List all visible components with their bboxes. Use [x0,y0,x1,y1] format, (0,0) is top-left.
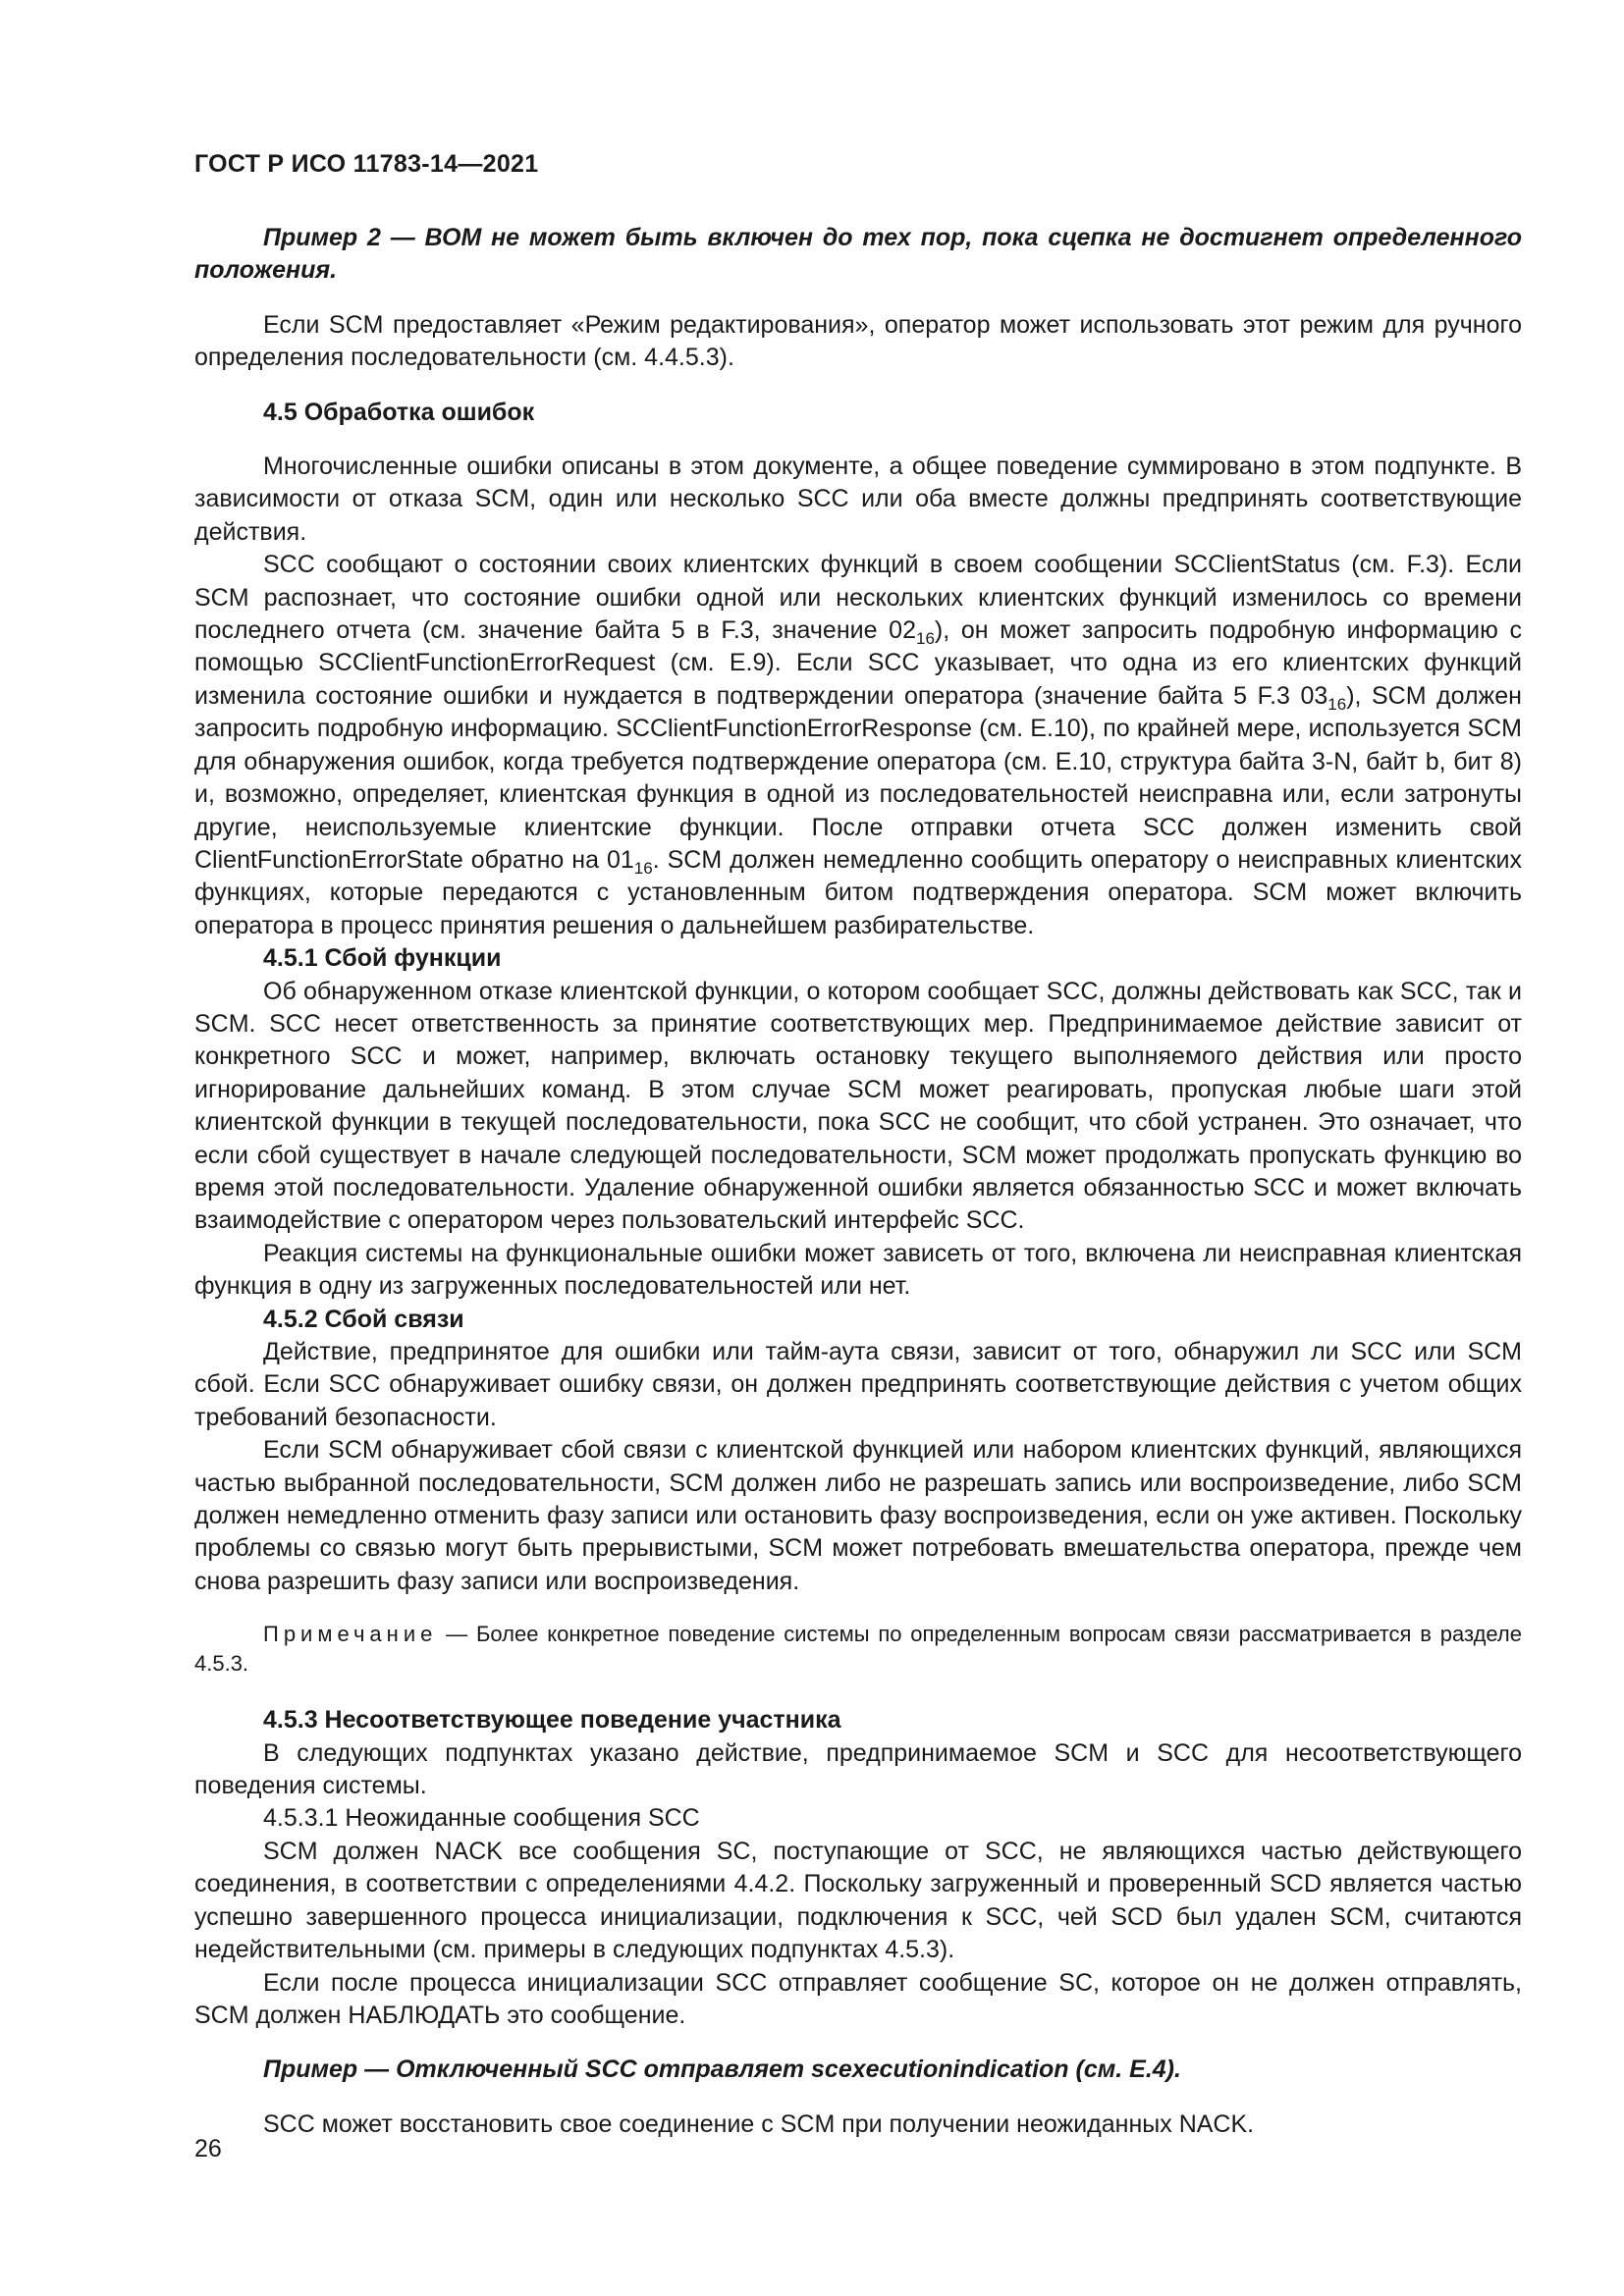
text-part: . SCM должен немедленно сообщить оператору о неисправных клиентских функциях, которые передаются с установленным битом подтверждения оператора. SCM может включить оператора в процесс принятия решения о дальнейшем разбирательстве. [194,845,1523,939]
page-number: 26 [194,2135,222,2163]
paragraph-4-5-3-1-b: Если после процесса инициализации SCC отправляет сообщение SC, которое он не должен отправлять, SCM должен НАБЛЮДАТЬ это сообщение. [194,1968,1522,2029]
paragraph-last: SCC может восстановить свое соединение с SCM при получении неожиданных NACK. [263,2109,1255,2138]
paragraph-4-5-b [194,549,1522,942]
paragraph-4-5-3-a: В следующих подпунктах указано действие, предпринимаемое SCM и SCC для несоответствующего поведения системы. [194,1738,1522,1800]
page-body [194,222,1522,2141]
paragraph-edit-mode: Если SCM предоставляет «Режим редактирования», оператор может использовать этот режим для ручного определения последовательности (см. 4.4.5.3). [194,310,1522,372]
text-part: SCC сообщают о состоянии своих клиентских функций в своем сообщении SCClientStatus (см. F.3). Если SCM распознает, что состояние ошибки одной или нескольких клиентских функций изменилось со времени последнего отчета (см. значение байта 5 в F.3, значение 02 [194,551,1522,645]
document-header: ГОСТ Р ИСО 11783-14—2021 [194,150,539,178]
subscript-16: 16 [633,858,653,878]
section-heading-4-5-1: 4.5.1 Сбой функции [263,944,502,973]
subsection-title-4-5-3-1: 4.5.3.1 Неожиданные сообщения SCC [263,1804,700,1833]
example-2: Пример 2 — ВОМ не может быть включен до тех пор, пока сцепка не достигнет определенного положения. [194,224,1522,285]
note-text: — Более конкретное поведение системы по определенным вопросам связи рассматривается в разделе 4.5.3. [194,1622,1522,1677]
paragraph-4-5-2-b: Если SCM обнаруживает сбой связи с клиентской функцией или набором клиентских функций, являющихся частью выбранной последовательности, SCM должен либо не разрешать запись или воспроизведение, либо SCM должен немедленно отменить фазу записи или остановить фазу воспроизведения, если он уже активен. Поскольку проблемы со связью могут быть прерывистыми, SCM может потребовать вмешательства оператора, прежде чем снова разрешить фазу записи или воспроизведения. [194,1436,1522,1595]
note-label: Примечание [263,1622,438,1647]
note [194,1620,1522,1679]
section-heading-4-5-3: 4.5.3 Несоответствующее поведение участника [263,1706,841,1735]
paragraph-4-5-3-1-a: SCM должен NACK все сообщения SC, поступающие от SCC, не являющихся частью действующего соединения, в соответствии с определениями 4.4.2. Поскольку загруженный и проверенный SCD является частью успешно завершенного процесса инициализации, подключения к SCC, чей SCD был удален SCM, считаются недействительными (см. примеры в следующих подпунктах 4.5.3). [194,1837,1522,1964]
subscript-16: 16 [1327,694,1347,714]
paragraph-4-5-a: Многочисленные ошибки описаны в этом документе, а общее поведение суммировано в этом подпункте. В зависимости от отказа SCM, один или несколько SCC или оба вместе должны предпринять соответствующие действия. [194,453,1522,546]
example-3: Пример — Отключенный SCC отправляет scexecutionindication (см. E.4). [263,2056,1181,2084]
paragraph-4-5-1-a: Об обнаруженном отказе клиентской функции, о котором сообщает SCC, должны действовать как SCC, так и SCM. SCC несет ответственность за принятие соответствующих мер. Предпринимаемое действие зависит от конкретного SCC и может, например, включать остановку текущего выполняемого действия или просто игнорирование дальнейших команд. В этом случае SCM может реагировать, пропуская любые шаги этой клиентской функции в текущей последовательности, пока SCC не сообщит, что сбой устранен. Это означает, что если сбой существует в начале следующей последовательности, SCM может продолжать пропускать функцию во время этой последовательности. Удаление обнаруженной ошибки является обязанностью SCC и может включать взаимодействие с оператором через пользовательский интерфейс SCC. [194,977,1522,1235]
section-heading-4-5: 4.5 Обработка ошибок [263,398,535,426]
section-heading-4-5-2: 4.5.2 Сбой связи [263,1305,464,1333]
text-part: ), SCM должен запросить подробную информацию. SCClientFunctionErrorResponse (см. E.10), по крайней мере, используется SCM для обнаружения ошибок, когда требуется подтверждение оператора (см. E.10, структура байта 3-N, байт b, бит 8) и, возможно, определяет, клиентская функция в одной из последовательностей неисправна или, если затронуты другие, неиспользуемые клиентские функции. После отправки отчета SCC должен изменить свой ClientFunctionErrorState обратно на 01 [194,681,1522,874]
text-part: ), он может запросить подробную информацию с помощью SCClientFunctionErrorRequest (см. E.9). Если SCC указывает, что одна из его клиентских функций изменила состояние ошибки и нуждается в подтверждении оператора (значение байта 5 F.3 03 [194,616,1522,710]
subscript-16: 16 [915,629,935,649]
paragraph-4-5-2-a: Действие, предпринятое для ошибки или тайм-аута связи, зависит от того, обнаружил ли SCC или SCM сбой. Если SCC обнаруживает ошибку связи, он должен предпринять соответствующие действия с учетом общих требований безопасности. [194,1338,1522,1431]
paragraph-4-5-1-b: Реакция системы на функциональные ошибки может зависеть от того, включена ли неисправная клиентская функция в одну из загруженных последовательностей или нет. [194,1239,1522,1301]
